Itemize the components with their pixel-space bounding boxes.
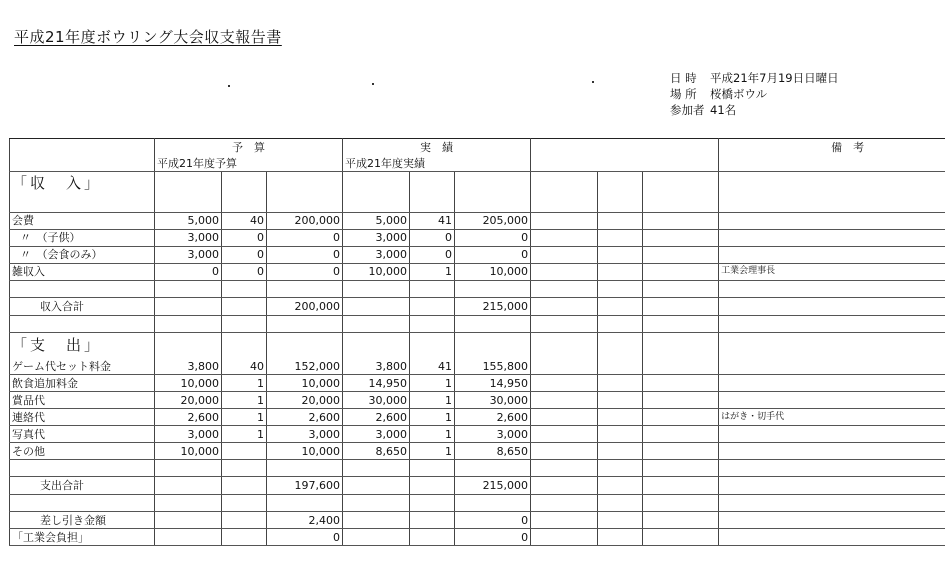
budget-unit: 0: [155, 263, 222, 280]
event-date-label: 日 時: [670, 71, 697, 85]
stray-dot: [228, 85, 230, 87]
actual-qty: 41: [410, 212, 455, 229]
table-row: [10, 246, 945, 263]
expense-total-budget: 197,600: [267, 477, 343, 495]
actual-amount: 0: [455, 246, 531, 263]
expense-section-label: 「支 出」: [10, 332, 155, 358]
report-title: 平成21年度ボウリング大会収支報告書: [14, 28, 282, 46]
actual-qty: 0: [410, 246, 455, 263]
actual-amount: 30,000: [455, 392, 531, 409]
budget-amount: 2,600: [267, 409, 343, 426]
actual-unit: 10,000: [343, 263, 410, 280]
budget-qty: 1: [222, 375, 267, 392]
actual-amount: 8,650: [455, 443, 531, 460]
actual-unit: 5,000: [343, 212, 410, 229]
budget-qty: 1: [222, 392, 267, 409]
table-row: [10, 409, 945, 426]
actual-unit: 8,650: [343, 443, 410, 460]
income-total-row: [10, 297, 945, 315]
table-row: [10, 426, 945, 443]
expense-section-row: [10, 332, 945, 358]
budget-header: 予 算: [155, 139, 343, 156]
table-row: [10, 212, 945, 229]
table-row: [10, 263, 945, 280]
item-name: 連絡代: [10, 409, 155, 426]
burden-label: 「工業会負担」: [10, 529, 155, 546]
item-name: 写真代: [10, 426, 155, 443]
item-name: 雑収入: [10, 263, 155, 280]
actual-unit: 3,000: [343, 229, 410, 246]
income-section-row: [10, 172, 945, 196]
budget-qty: 1: [222, 426, 267, 443]
actual-qty: 1: [410, 409, 455, 426]
table-row: [10, 358, 945, 375]
actual-unit: 3,000: [343, 246, 410, 263]
participants-value: 41名: [710, 103, 737, 117]
remark: [719, 443, 945, 460]
budget-amount: 10,000: [267, 443, 343, 460]
header-row: [10, 139, 945, 156]
item-name: 賞品代: [10, 392, 155, 409]
budget-amount: 0: [267, 246, 343, 263]
income-total-actual: 215,000: [455, 297, 531, 315]
event-date-value: 平成21年7月19日日曜日: [710, 71, 839, 85]
actual-unit: 14,950: [343, 375, 410, 392]
table-row: [10, 375, 945, 392]
actual-amount: 205,000: [455, 212, 531, 229]
budget-unit: 2,600: [155, 409, 222, 426]
expense-total-actual: 215,000: [455, 477, 531, 495]
actual-qty: 1: [410, 426, 455, 443]
spacer-row: [10, 196, 945, 213]
budget-qty: 40: [222, 358, 267, 375]
budget-amount: 20,000: [267, 392, 343, 409]
actual-amount: 155,800: [455, 358, 531, 375]
balance-budget: 2,400: [267, 512, 343, 529]
burden-budget: 0: [267, 529, 343, 546]
expense-total-label: 支出合計: [10, 477, 155, 495]
remark: [719, 212, 945, 229]
participants-label: 参加者: [670, 103, 705, 117]
actual-amount: 10,000: [455, 263, 531, 280]
budget-subheader: 平成21年度予算: [155, 155, 343, 172]
budget-report-table: [9, 138, 945, 546]
actual-subheader: 平成21年度実績: [343, 155, 531, 172]
budget-unit: 20,000: [155, 392, 222, 409]
remark: [719, 358, 945, 375]
actual-amount: 0: [455, 229, 531, 246]
remark: 工業会理事長: [719, 263, 945, 280]
event-date-row: [670, 70, 839, 86]
actual-qty: 1: [410, 375, 455, 392]
item-name: 〃 （子供）: [10, 229, 155, 246]
event-venue-value: 桜橋ボウル: [710, 87, 768, 101]
budget-unit: 5,000: [155, 212, 222, 229]
budget-unit: 3,000: [155, 246, 222, 263]
income-total-budget: 200,000: [267, 297, 343, 315]
balance-label: 差し引き金額: [10, 512, 155, 529]
budget-qty: 40: [222, 212, 267, 229]
budget-qty: 0: [222, 263, 267, 280]
budget-amount: 152,000: [267, 358, 343, 375]
actual-qty: 1: [410, 263, 455, 280]
budget-unit: 10,000: [155, 443, 222, 460]
item-name: 〃 （会食のみ）: [10, 246, 155, 263]
event-venue-label: 場 所: [670, 87, 697, 101]
remark: [719, 229, 945, 246]
actual-qty: 0: [410, 229, 455, 246]
actual-amount: 2,600: [455, 409, 531, 426]
item-name: 会費: [10, 212, 155, 229]
spacer-row: [10, 315, 945, 332]
remark: [719, 375, 945, 392]
actual-qty: 41: [410, 358, 455, 375]
budget-amount: 0: [267, 263, 343, 280]
burden-actual: 0: [455, 529, 531, 546]
budget-unit: 3,000: [155, 229, 222, 246]
stray-dot: [372, 83, 374, 85]
table-row: [10, 229, 945, 246]
budget-unit: 3,800: [155, 358, 222, 375]
actual-qty: 1: [410, 392, 455, 409]
remark: [719, 392, 945, 409]
actual-amount: 3,000: [455, 426, 531, 443]
table-row: [10, 392, 945, 409]
expense-total-row: [10, 477, 945, 495]
budget-amount: 200,000: [267, 212, 343, 229]
actual-qty: 1: [410, 443, 455, 460]
spacer-row: [10, 495, 945, 512]
budget-qty: 0: [222, 246, 267, 263]
spacer-row: [10, 460, 945, 477]
balance-row: [10, 512, 945, 529]
table-row: [10, 443, 945, 460]
budget-amount: 0: [267, 229, 343, 246]
actual-unit: 3,800: [343, 358, 410, 375]
remark: はがき・切手代: [719, 409, 945, 426]
budget-qty: 1: [222, 409, 267, 426]
subheader-row: [10, 155, 945, 172]
event-participants-row: [670, 102, 839, 118]
remark: [719, 246, 945, 263]
item-name: ゲーム代セット料金: [10, 358, 155, 375]
event-info: [670, 70, 839, 118]
remark: [719, 426, 945, 443]
budget-qty: 0: [222, 229, 267, 246]
actual-unit: 30,000: [343, 392, 410, 409]
remarks-header: 備 考: [719, 139, 945, 156]
item-name: 飲食追加料金: [10, 375, 155, 392]
budget-qty: [222, 443, 267, 460]
actual-unit: 3,000: [343, 426, 410, 443]
income-total-label: 収入合計: [10, 297, 155, 315]
spacer-row: [10, 280, 945, 297]
stray-dot: [592, 81, 594, 83]
income-section-label: 「収 入」: [10, 172, 155, 196]
balance-actual: 0: [455, 512, 531, 529]
actual-unit: 2,600: [343, 409, 410, 426]
budget-unit: 10,000: [155, 375, 222, 392]
budget-amount: 10,000: [267, 375, 343, 392]
burden-row: [10, 529, 945, 546]
event-venue-row: [670, 86, 839, 102]
item-name: その他: [10, 443, 155, 460]
actual-header: 実 績: [343, 139, 531, 156]
budget-amount: 3,000: [267, 426, 343, 443]
budget-unit: 3,000: [155, 426, 222, 443]
actual-amount: 14,950: [455, 375, 531, 392]
